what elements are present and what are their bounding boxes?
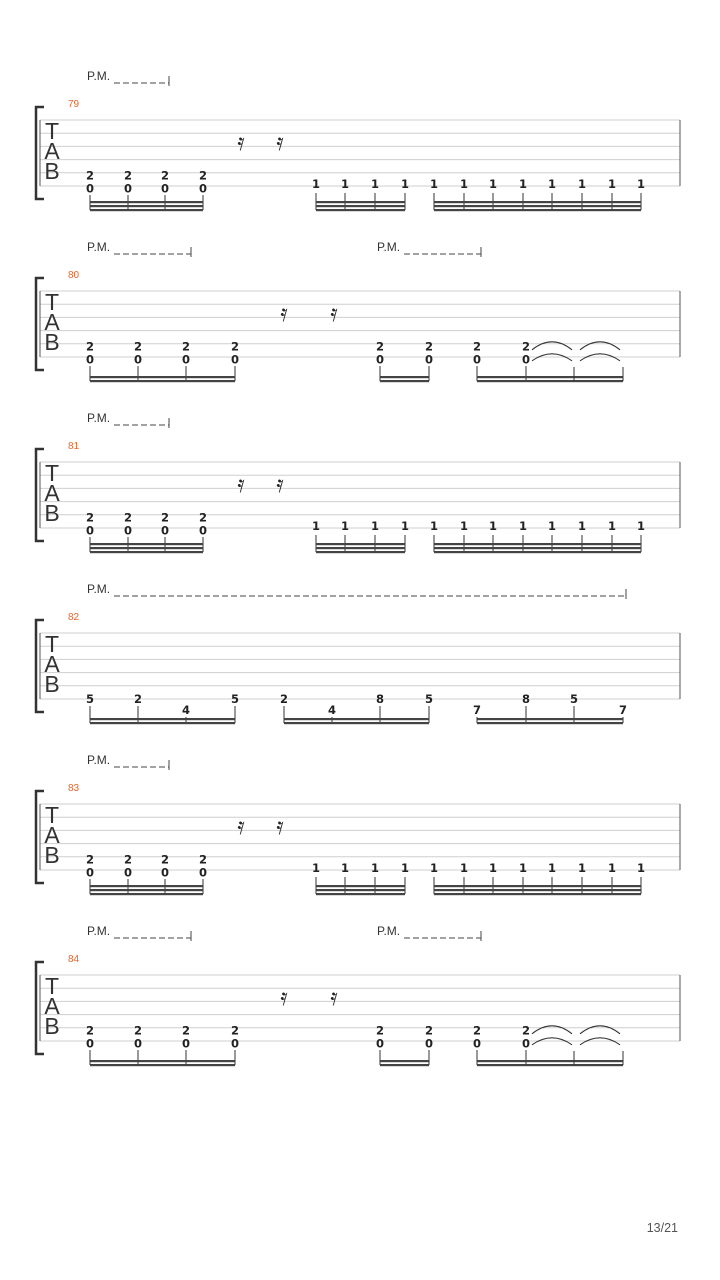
- fret-number: 1: [607, 861, 617, 875]
- beam: [316, 201, 405, 203]
- fret-number: 2: [133, 1023, 143, 1038]
- fret-number: 5: [569, 692, 579, 706]
- tab-system: [36, 411, 680, 553]
- fret-number: 1: [340, 519, 350, 533]
- rest-icon: 𝄿: [237, 128, 245, 156]
- fret-number: 0: [198, 865, 208, 880]
- fret-number: 0: [198, 523, 208, 538]
- fret-number: 0: [198, 181, 208, 196]
- fret-number: 1: [636, 177, 646, 191]
- beam: [90, 380, 235, 382]
- beam: [380, 380, 429, 382]
- fret-number: 1: [518, 861, 528, 875]
- fret-number: 1: [577, 519, 587, 533]
- fret-number: 2: [85, 852, 95, 867]
- beam: [434, 209, 641, 211]
- beam: [434, 889, 641, 891]
- tie-arc: [580, 342, 620, 350]
- bar-number: 81: [68, 441, 80, 452]
- tab-system: [36, 924, 680, 1066]
- fret-number: 1: [370, 519, 380, 533]
- beam: [90, 551, 203, 553]
- fret-number: 0: [521, 1036, 531, 1051]
- tie-arc: [532, 342, 572, 350]
- beam: [380, 376, 429, 378]
- beam: [90, 718, 235, 720]
- fret-number: 8: [375, 692, 385, 706]
- bar-number: 84: [68, 954, 80, 965]
- fret-number: 2: [472, 1023, 482, 1038]
- beam: [90, 209, 203, 211]
- fret-number: 2: [181, 339, 191, 354]
- tab-clef-letter: A: [44, 309, 60, 335]
- rest-icon: 𝄿: [330, 299, 338, 327]
- rest-icon: 𝄿: [237, 812, 245, 840]
- palm-mute-label: P.M.: [87, 924, 111, 938]
- palm-mute-label: P.M.: [87, 582, 111, 596]
- fret-number: 1: [607, 519, 617, 533]
- fret-number: 1: [429, 177, 439, 191]
- fret-number: 1: [311, 519, 321, 533]
- fret-number: 0: [424, 1036, 434, 1051]
- fret-number: 0: [133, 352, 143, 367]
- tab-clef-letter: T: [44, 460, 60, 486]
- palm-mute-label: P.M.: [87, 240, 111, 254]
- beam: [434, 885, 641, 887]
- fret-number: 1: [400, 177, 410, 191]
- beam: [434, 547, 641, 549]
- fret-number: 0: [424, 352, 434, 367]
- bar-number: 80: [68, 270, 80, 281]
- fret-number: 0: [521, 352, 531, 367]
- beam: [90, 1060, 235, 1062]
- beam: [90, 376, 235, 378]
- fret-number: 4: [327, 703, 337, 717]
- fret-number: 2: [85, 1023, 95, 1038]
- beam: [316, 889, 405, 891]
- fret-number: 4: [181, 703, 191, 717]
- rest-icon: 𝄿: [237, 470, 245, 498]
- fret-number: 1: [400, 519, 410, 533]
- beam: [477, 718, 623, 720]
- bar-number: 82: [68, 612, 80, 623]
- fret-number: 5: [85, 692, 95, 706]
- fret-number: 2: [230, 339, 240, 354]
- beam: [90, 543, 203, 545]
- fret-number: 1: [547, 519, 557, 533]
- beam: [434, 205, 641, 207]
- fret-number: 1: [518, 177, 528, 191]
- beam: [284, 722, 429, 724]
- palm-mute-label: P.M.: [87, 753, 111, 767]
- tab-clef-letter: A: [44, 993, 60, 1019]
- fret-number: 0: [85, 352, 95, 367]
- fret-number: 8: [521, 692, 531, 706]
- beam: [90, 722, 235, 724]
- beam: [316, 885, 405, 887]
- fret-number: 0: [123, 865, 133, 880]
- beam: [316, 543, 405, 545]
- tab-clef-letter: B: [44, 329, 60, 355]
- beam: [316, 893, 405, 895]
- fret-number: 0: [181, 352, 191, 367]
- fret-number: 1: [577, 861, 587, 875]
- palm-mute-label: P.M.: [377, 240, 401, 254]
- fret-number: 2: [198, 852, 208, 867]
- beam: [477, 376, 623, 378]
- tab-system: [36, 753, 680, 895]
- fret-number: 5: [230, 692, 240, 706]
- fret-number: 0: [133, 1036, 143, 1051]
- rest-icon: 𝄿: [276, 128, 284, 156]
- fret-number: 2: [160, 852, 170, 867]
- fret-number: 2: [85, 339, 95, 354]
- fret-number: 2: [198, 510, 208, 525]
- fret-number: 0: [375, 352, 385, 367]
- rest-icon: 𝄿: [276, 470, 284, 498]
- fret-number: 2: [160, 510, 170, 525]
- fret-number: 1: [547, 861, 557, 875]
- fret-number: 0: [85, 1036, 95, 1051]
- tab-clef-letter: B: [44, 500, 60, 526]
- fret-number: 0: [230, 352, 240, 367]
- beam: [434, 893, 641, 895]
- fret-number: 1: [518, 519, 528, 533]
- fret-number: 2: [472, 339, 482, 354]
- fret-number: 2: [133, 692, 143, 706]
- fret-number: 1: [459, 177, 469, 191]
- fret-number: 2: [123, 852, 133, 867]
- beam: [90, 205, 203, 207]
- tab-clef-letter: T: [44, 631, 60, 657]
- beam: [477, 380, 623, 382]
- fret-number: 1: [340, 177, 350, 191]
- fret-number: 2: [424, 339, 434, 354]
- fret-number: 0: [85, 181, 95, 196]
- fret-number: 2: [375, 1023, 385, 1038]
- bar-number: 83: [68, 783, 80, 794]
- tab-clef-letter: T: [44, 289, 60, 315]
- tab-clef-letter: B: [44, 671, 60, 697]
- beam: [316, 551, 405, 553]
- beam: [434, 201, 641, 203]
- fret-number: 1: [429, 519, 439, 533]
- fret-number: 0: [472, 1036, 482, 1051]
- fret-number: 7: [472, 703, 482, 717]
- fret-number: 2: [230, 1023, 240, 1038]
- beam: [477, 722, 623, 724]
- fret-number: 0: [123, 181, 133, 196]
- beam: [90, 201, 203, 203]
- beam: [90, 885, 203, 887]
- tab-system: [36, 582, 680, 724]
- tab-clef-letter: B: [44, 842, 60, 868]
- beam: [380, 1060, 429, 1062]
- fret-number: 0: [160, 523, 170, 538]
- beam: [434, 551, 641, 553]
- tab-clef-letter: A: [44, 822, 60, 848]
- fret-number: 2: [521, 339, 531, 354]
- fret-number: 0: [123, 523, 133, 538]
- tab-clef-letter: A: [44, 138, 60, 164]
- fret-number: 2: [123, 510, 133, 525]
- fret-number: 0: [160, 865, 170, 880]
- tab-clef-letter: A: [44, 480, 60, 506]
- fret-number: 2: [160, 168, 170, 183]
- fret-number: 1: [340, 861, 350, 875]
- palm-mute-label: P.M.: [87, 69, 111, 83]
- fret-number: 2: [123, 168, 133, 183]
- fret-number: 1: [488, 519, 498, 533]
- bar-number: 79: [68, 99, 80, 110]
- fret-number: 1: [429, 861, 439, 875]
- fret-number: 1: [488, 861, 498, 875]
- rest-icon: 𝄿: [280, 299, 288, 327]
- beam: [316, 547, 405, 549]
- rest-icon: 𝄿: [280, 983, 288, 1011]
- fret-number: 2: [133, 339, 143, 354]
- tab-clef-letter: T: [44, 973, 60, 999]
- fret-number: 1: [370, 177, 380, 191]
- tab-clef-letter: B: [44, 158, 60, 184]
- palm-mute-label: P.M.: [377, 924, 401, 938]
- fret-number: 2: [85, 168, 95, 183]
- fret-number: 1: [459, 861, 469, 875]
- fret-number: 1: [636, 519, 646, 533]
- fret-number: 1: [577, 177, 587, 191]
- fret-number: 2: [375, 339, 385, 354]
- fret-number: 0: [230, 1036, 240, 1051]
- fret-number: 0: [181, 1036, 191, 1051]
- tie-arc: [532, 1026, 572, 1034]
- page-number: 13/21: [646, 1221, 678, 1235]
- rest-icon: 𝄿: [276, 812, 284, 840]
- tie-arc: [580, 1026, 620, 1034]
- fret-number: 1: [547, 177, 557, 191]
- fret-number: 0: [160, 181, 170, 196]
- fret-number: 1: [400, 861, 410, 875]
- beam: [316, 205, 405, 207]
- beam: [380, 1064, 429, 1066]
- beam: [90, 893, 203, 895]
- fret-number: 2: [279, 692, 289, 706]
- beam: [90, 889, 203, 891]
- fret-number: 1: [636, 861, 646, 875]
- fret-number: 2: [424, 1023, 434, 1038]
- fret-number: 5: [424, 692, 434, 706]
- beam: [477, 1060, 623, 1062]
- beam: [90, 547, 203, 549]
- beam: [90, 1064, 235, 1066]
- fret-number: 0: [375, 1036, 385, 1051]
- tab-clef-letter: T: [44, 118, 60, 144]
- fret-number: 0: [85, 523, 95, 538]
- fret-number: 2: [198, 168, 208, 183]
- fret-number: 1: [488, 177, 498, 191]
- fret-number: 7: [618, 703, 628, 717]
- tab-clef-letter: B: [44, 1013, 60, 1039]
- fret-number: 1: [311, 861, 321, 875]
- palm-mute-label: P.M.: [87, 411, 111, 425]
- beam: [434, 543, 641, 545]
- fret-number: 0: [472, 352, 482, 367]
- fret-number: 1: [459, 519, 469, 533]
- fret-number: 2: [85, 510, 95, 525]
- fret-number: 1: [311, 177, 321, 191]
- fret-number: 1: [370, 861, 380, 875]
- fret-number: 1: [607, 177, 617, 191]
- tab-clef-letter: A: [44, 651, 60, 677]
- fret-number: 0: [85, 865, 95, 880]
- tab-system: [36, 69, 680, 211]
- fret-number: 2: [181, 1023, 191, 1038]
- tab-clef-letter: T: [44, 802, 60, 828]
- beam: [477, 1064, 623, 1066]
- fret-number: 2: [521, 1023, 531, 1038]
- beam: [316, 209, 405, 211]
- rest-icon: 𝄿: [330, 983, 338, 1011]
- tab-system: [36, 240, 680, 382]
- beam: [284, 718, 429, 720]
